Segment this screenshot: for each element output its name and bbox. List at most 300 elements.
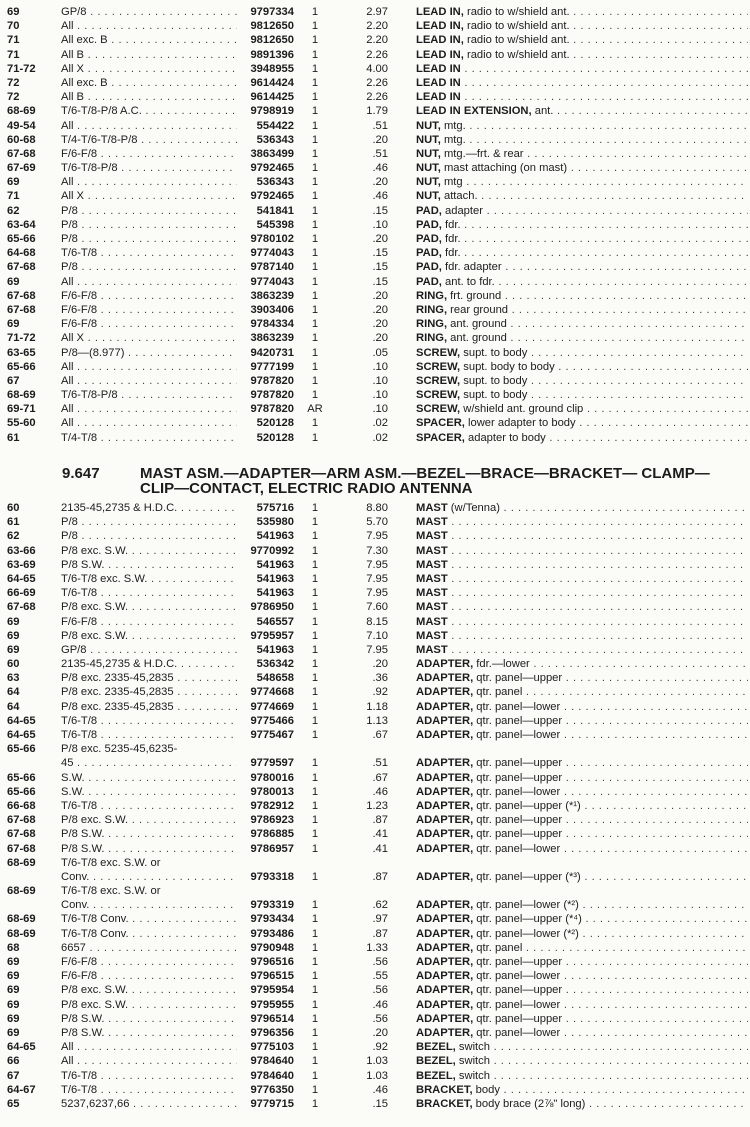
part-number-cell: 9793318 <box>250 870 294 883</box>
price-cell: 7.10 <box>366 629 388 642</box>
part-name: ADAPTER, <box>416 941 474 954</box>
part-number-cell: 9784334 <box>250 318 294 331</box>
model-cell: All B . . . <box>61 90 237 104</box>
part-name: ADAPTER, <box>416 828 474 841</box>
description-cell <box>416 133 748 147</box>
part-detail: mtg <box>440 176 463 189</box>
part-number-cell: 9793486 <box>250 927 294 940</box>
model-cell: P/8 S.W. . . . <box>61 558 237 572</box>
table-row <box>0 232 750 246</box>
price-cell: .15 <box>372 275 388 288</box>
price-cell: .10 <box>372 218 388 231</box>
model-cell: T/6-T/8 exc. S.W. . . . <box>61 572 237 586</box>
table-row <box>0 1069 750 1083</box>
quantity-cell: 1 <box>311 20 319 33</box>
description-cell <box>416 685 748 699</box>
quantity-cell: 1 <box>311 389 319 402</box>
description-cell <box>416 260 748 274</box>
part-name: NUT, <box>416 133 441 146</box>
price-cell: .02 <box>372 417 388 430</box>
part-name: ADAPTER, <box>416 757 474 770</box>
model-cell: Conv. . . . <box>61 870 237 884</box>
quantity-cell: 1 <box>311 970 319 983</box>
table-row <box>0 558 750 572</box>
description-cell <box>416 756 748 770</box>
part-name: ADAPTER, <box>416 998 474 1011</box>
quantity-cell: 1 <box>311 247 319 260</box>
year-cell: 70 <box>7 20 20 33</box>
description-cell <box>416 671 748 685</box>
part-number-cell: 548658 <box>256 672 294 685</box>
quantity-cell: 1 <box>311 346 319 359</box>
year-cell: 71-72 <box>7 62 36 75</box>
table-row <box>0 1083 750 1097</box>
price-cell: .20 <box>372 289 388 302</box>
part-detail: ant. ground <box>447 318 507 331</box>
year-cell: 68-69 <box>7 885 36 898</box>
part-detail: fdr.—lower <box>473 658 530 671</box>
part-name: MAST <box>416 572 448 585</box>
quantity-cell: 1 <box>311 899 319 912</box>
description-cell <box>416 331 748 345</box>
part-name: MAST <box>416 615 448 628</box>
description-cell <box>416 431 748 445</box>
description-cell <box>416 799 748 813</box>
year-cell: 69 <box>7 615 20 628</box>
model-cell: P/8 . . . <box>61 260 237 274</box>
model-cell: All X . . . <box>61 331 237 345</box>
year-cell: 61 <box>7 516 20 529</box>
part-name: PAD, <box>416 275 442 288</box>
model-cell: T/6-T/8-P/8 A.C. . . . <box>61 104 237 118</box>
part-detail: fdr. <box>441 247 461 260</box>
part-name: BEZEL, <box>416 1069 456 1082</box>
price-cell: .56 <box>372 984 388 997</box>
year-cell: 60 <box>7 502 20 514</box>
table-row <box>0 147 750 161</box>
description-cell <box>416 275 748 289</box>
table-row <box>0 544 750 558</box>
part-detail: supt. to body <box>460 389 528 402</box>
table-row <box>0 884 750 898</box>
table-row <box>0 756 750 770</box>
quantity-cell: 1 <box>311 1026 319 1039</box>
part-name: BRACKET, <box>416 1097 473 1110</box>
part-detail: radio to w/shield ant. <box>463 20 570 33</box>
year-cell: 62 <box>7 530 20 543</box>
year-cell: 65-66 <box>7 743 36 756</box>
part-detail: rear ground <box>447 303 509 316</box>
price-cell: 7.95 <box>366 643 388 656</box>
part-number-cell: 9777199 <box>250 360 294 373</box>
table-row <box>0 955 750 969</box>
part-number-cell: 9782912 <box>250 799 294 812</box>
model-cell: All . . . <box>61 374 237 388</box>
table-row <box>0 1040 750 1054</box>
quantity-cell: 1 <box>311 233 319 245</box>
table-row <box>0 1026 750 1040</box>
price-cell: .67 <box>372 729 388 741</box>
year-cell: 69 <box>7 6 20 18</box>
part-detail: fdr. <box>441 233 461 245</box>
description-cell <box>416 76 748 90</box>
description-cell <box>416 175 748 189</box>
part-detail: mtg. <box>440 119 466 132</box>
part-name: MAST <box>416 530 448 543</box>
part-name: SPACER, <box>416 431 465 444</box>
parts-table-top <box>0 5 750 445</box>
quantity-cell: 1 <box>311 700 319 713</box>
price-cell: .20 <box>372 303 388 316</box>
table-row <box>0 643 750 657</box>
part-name: ADAPTER, <box>416 814 474 827</box>
quantity-cell: 1 <box>311 34 319 47</box>
year-cell: 60 <box>7 658 20 671</box>
quantity-cell: 1 <box>311 941 319 954</box>
quantity-cell: 1 <box>311 913 319 926</box>
model-cell: All . . . <box>61 119 237 133</box>
model-cell: P/8 exc. 2335-45,2835 . . . <box>61 671 237 685</box>
quantity-cell: 1 <box>311 842 319 855</box>
quantity-cell: 1 <box>311 998 319 1011</box>
part-detail: fdr. <box>441 218 461 231</box>
part-number-cell: 9774668 <box>250 686 294 699</box>
model-cell: P/8 . . . <box>61 529 237 543</box>
year-cell: 55-60 <box>7 417 36 430</box>
description-cell <box>416 1097 748 1111</box>
table-row <box>0 615 750 629</box>
description-cell <box>416 600 748 614</box>
year-cell: 64-67 <box>7 1083 36 1096</box>
year-cell: 67-68 <box>7 147 36 160</box>
quantity-cell: 1 <box>311 686 319 699</box>
year-cell: 65-66 <box>7 771 36 784</box>
table-row <box>0 289 750 303</box>
table-row <box>0 728 750 742</box>
year-cell: 64-65 <box>7 572 36 585</box>
part-name: LEAD IN EXTENSION, <box>416 105 532 118</box>
year-cell: 68-69 <box>7 856 36 869</box>
model-cell: All . . . <box>61 360 237 374</box>
part-detail: qtr. panel <box>473 686 523 699</box>
part-number-cell: 9793434 <box>250 913 294 926</box>
price-cell: 7.30 <box>366 544 388 557</box>
quantity-cell: 1 <box>311 1055 319 1068</box>
description-cell <box>416 161 748 175</box>
part-number-cell: 9812650 <box>250 34 294 47</box>
part-detail: qtr. panel—upper <box>473 956 563 968</box>
price-cell: .15 <box>372 204 388 217</box>
price-cell: 7.95 <box>366 530 388 543</box>
model-cell: T/6-T/8 exc. S.W. or <box>61 885 161 898</box>
part-detail: qtr. panel—upper <box>473 714 563 727</box>
table-row <box>0 5 750 19</box>
description-cell <box>416 657 748 671</box>
price-cell: .55 <box>372 970 388 983</box>
model-cell: 2135-45,2735 & H.D.C. . . . <box>61 501 237 515</box>
year-cell: 63-69 <box>7 558 36 571</box>
table-row <box>0 572 750 586</box>
quantity-cell: 1 <box>311 927 319 940</box>
quantity-cell: 1 <box>311 771 319 784</box>
quantity-cell: 1 <box>311 714 319 727</box>
year-cell: 67 <box>7 1069 20 1082</box>
model-cell: T/6-T/8 . . . <box>61 1069 237 1083</box>
part-number-cell: 520128 <box>256 417 294 430</box>
quantity-cell: 1 <box>311 544 319 557</box>
table-row <box>0 771 750 785</box>
price-cell: 4.00 <box>366 62 388 75</box>
price-cell: .20 <box>372 332 388 345</box>
description-cell <box>416 501 748 515</box>
description-cell <box>416 374 748 388</box>
description-cell <box>416 317 748 331</box>
part-number-cell: 9792465 <box>250 162 294 175</box>
model-cell: F/6-F/8 . . . <box>61 955 237 969</box>
year-cell: 67-68 <box>7 601 36 614</box>
price-cell: .10 <box>372 374 388 387</box>
year-cell: 67-68 <box>7 261 36 274</box>
table-row <box>0 969 750 983</box>
description-cell <box>416 927 748 941</box>
price-cell: .67 <box>372 771 388 784</box>
part-detail: mtg. <box>440 133 466 146</box>
quantity-cell: 1 <box>311 615 319 628</box>
part-name: ADAPTER, <box>416 785 474 798</box>
model-cell: All exc. B . . . <box>61 76 237 90</box>
part-detail: ant. <box>531 105 554 118</box>
model-cell: T/6-T/8 . . . <box>61 728 237 742</box>
table-row <box>0 827 750 841</box>
table-row <box>0 204 750 218</box>
model-cell: 6657 . . . <box>61 941 237 955</box>
part-name: MAST <box>416 558 448 571</box>
part-number-cell: 9780016 <box>250 771 294 784</box>
description-cell <box>416 955 748 969</box>
part-number-cell: 9787140 <box>250 261 294 274</box>
model-cell: F/6-F/8 . . . <box>61 615 237 629</box>
part-name: SCREW, <box>416 346 461 359</box>
part-number-cell: 9812650 <box>250 20 294 33</box>
table-row <box>0 813 750 827</box>
part-name: ADAPTER, <box>416 956 474 968</box>
year-cell: 69 <box>7 956 20 968</box>
table-row <box>0 842 750 856</box>
part-name: RING, <box>416 318 448 331</box>
model-cell: P/8 exc. 2335-45,2835 . . . <box>61 700 237 714</box>
part-number-cell: 9780102 <box>250 233 294 245</box>
quantity-cell: 1 <box>311 572 319 585</box>
part-name: MAST <box>416 516 448 529</box>
part-number-cell: 575716 <box>256 502 294 514</box>
model-cell: P/8 exc. S.W. . . . <box>61 983 237 997</box>
table-row <box>0 742 750 756</box>
part-name: LEAD IN, <box>416 34 464 47</box>
part-detail: qtr. panel—lower (*²) <box>473 899 579 912</box>
part-detail: qtr. panel—lower <box>473 842 561 855</box>
model-cell: P/8 exc. S.W. . . . <box>61 629 237 643</box>
part-number-cell: 541963 <box>256 530 294 543</box>
price-cell: .15 <box>372 261 388 274</box>
table-row <box>0 119 750 133</box>
description-cell <box>416 1040 748 1054</box>
quantity-cell: 1 <box>311 1041 319 1054</box>
part-detail: ant. to fdr. <box>441 275 495 288</box>
part-number-cell: 3948955 <box>250 62 294 75</box>
description-cell <box>416 218 748 232</box>
description-cell <box>416 728 748 742</box>
part-number-cell: 554422 <box>256 119 294 132</box>
part-number-cell: 9787820 <box>250 374 294 387</box>
description-cell <box>416 629 748 643</box>
description-cell <box>416 771 748 785</box>
year-cell: 67-68 <box>7 842 36 855</box>
part-number-cell: 3863239 <box>250 332 294 345</box>
parts-table-bottom <box>0 501 750 1111</box>
table-row <box>0 529 750 543</box>
table-row <box>0 360 750 374</box>
price-cell: 2.26 <box>366 48 388 61</box>
price-cell: .20 <box>372 1026 388 1039</box>
model-cell: P/8 S.W. . . . <box>61 842 237 856</box>
quantity-cell: 1 <box>311 332 319 345</box>
quantity-cell: 1 <box>311 204 319 217</box>
part-number-cell: 9787820 <box>250 403 294 416</box>
year-cell: 60-68 <box>7 133 36 146</box>
price-cell: .36 <box>372 672 388 685</box>
table-row <box>0 62 750 76</box>
model-cell: T/6-T/8 . . . <box>61 586 237 600</box>
model-cell: T/4-T/8 . . . <box>61 431 237 445</box>
year-cell: 69 <box>7 176 20 189</box>
part-name: SCREW, <box>416 389 461 402</box>
model-cell: P/8 exc. S.W. . . . <box>61 544 237 558</box>
price-cell: .51 <box>372 147 388 160</box>
table-row <box>0 161 750 175</box>
part-number-cell: 9793319 <box>250 899 294 912</box>
quantity-cell: AR <box>307 403 323 416</box>
model-cell: P/8 . . . <box>61 232 237 246</box>
quantity-cell: 1 <box>311 828 319 841</box>
quantity-cell: 1 <box>311 289 319 302</box>
model-cell: F/6-F/8 . . . <box>61 303 237 317</box>
year-cell: 67-68 <box>7 814 36 827</box>
quantity-cell: 1 <box>311 261 319 274</box>
quantity-cell: 1 <box>311 502 319 514</box>
table-row <box>0 331 750 345</box>
year-cell: 65 <box>7 1097 20 1110</box>
year-cell: 63 <box>7 672 20 685</box>
year-cell: 66-68 <box>7 799 36 812</box>
part-detail: adapter <box>441 204 483 217</box>
part-name: ADAPTER, <box>416 927 474 940</box>
part-number-cell: 541841 <box>256 204 294 217</box>
price-cell: .20 <box>372 318 388 331</box>
price-cell: .87 <box>372 927 388 940</box>
part-name: LEAD IN, <box>416 20 464 33</box>
price-cell: .46 <box>372 162 388 175</box>
year-cell: 66 <box>7 1055 20 1068</box>
description-cell <box>416 62 748 76</box>
part-number-cell: 9775103 <box>250 1041 294 1054</box>
table-row <box>0 685 750 699</box>
part-detail: ant. ground <box>447 332 507 345</box>
table-row <box>0 856 750 870</box>
table-row <box>0 515 750 529</box>
year-cell: 68 <box>7 941 20 954</box>
price-cell: 1.03 <box>366 1069 388 1082</box>
group-title: MAST ASM.—ADAPTER—ARM ASM.—BEZEL—BRACE—BRACKET— CLAMP—CLIP—CONTACT, ELECTRIC RADIO ANTENNA <box>140 465 710 497</box>
part-name: NUT, <box>416 119 441 132</box>
part-detail: fdr. adapter <box>441 261 502 274</box>
part-number-cell: 9780013 <box>250 785 294 798</box>
description-cell <box>416 346 748 360</box>
part-name: BEZEL, <box>416 1055 456 1068</box>
price-cell: .92 <box>372 1041 388 1054</box>
year-cell: 67 <box>7 374 20 387</box>
table-row <box>0 402 750 416</box>
price-cell: .46 <box>372 190 388 203</box>
part-detail: supt. to body <box>460 374 528 387</box>
description-cell <box>416 19 748 33</box>
part-name: RING, <box>416 303 448 316</box>
table-row <box>0 275 750 289</box>
model-cell: 2135-45,2735 & H.D.C. . . . <box>61 657 237 671</box>
part-name: PAD, <box>416 247 442 260</box>
quantity-cell: 1 <box>311 62 319 75</box>
year-cell: 49-54 <box>7 119 36 132</box>
price-cell: 1.79 <box>366 105 388 118</box>
part-number-cell: 9775466 <box>250 714 294 727</box>
price-cell: .02 <box>372 431 388 444</box>
model-cell: F/6-F/8 . . . <box>61 317 237 331</box>
table-row <box>0 346 750 360</box>
part-detail: mast attaching (on mast) <box>440 162 568 175</box>
description-cell <box>416 402 748 416</box>
table-row <box>0 374 750 388</box>
model-cell: P/8 S.W. . . . <box>61 1026 237 1040</box>
part-number-cell: 9779715 <box>250 1097 294 1110</box>
quantity-cell: 1 <box>311 91 319 104</box>
quantity-cell: 1 <box>311 729 319 741</box>
part-detail: qtr. panel—lower <box>473 785 561 798</box>
description-cell <box>416 416 748 430</box>
part-number-cell: 546557 <box>256 615 294 628</box>
description-cell <box>416 33 748 47</box>
part-name: BEZEL, <box>416 1041 456 1054</box>
group-heading <box>0 466 750 496</box>
description-cell <box>416 1054 748 1068</box>
part-detail: lower adapter to body <box>464 417 576 430</box>
model-cell: Conv. . . . <box>61 898 237 912</box>
part-name: MAST <box>416 544 448 557</box>
quantity-cell: 1 <box>311 76 319 89</box>
part-detail: switch <box>455 1041 490 1054</box>
part-name: ADAPTER, <box>416 1026 474 1039</box>
description-cell <box>416 998 748 1012</box>
description-cell <box>416 813 748 827</box>
part-detail: body <box>472 1083 500 1096</box>
price-cell: 1.13 <box>366 714 388 727</box>
part-name: MAST <box>416 601 448 614</box>
model-cell: All . . . <box>61 402 237 416</box>
price-cell: .05 <box>372 346 388 359</box>
price-cell: .56 <box>372 956 388 968</box>
price-cell: 8.15 <box>366 615 388 628</box>
year-cell: 63-66 <box>7 544 36 557</box>
description-cell <box>416 827 748 841</box>
price-cell: 7.95 <box>366 587 388 600</box>
